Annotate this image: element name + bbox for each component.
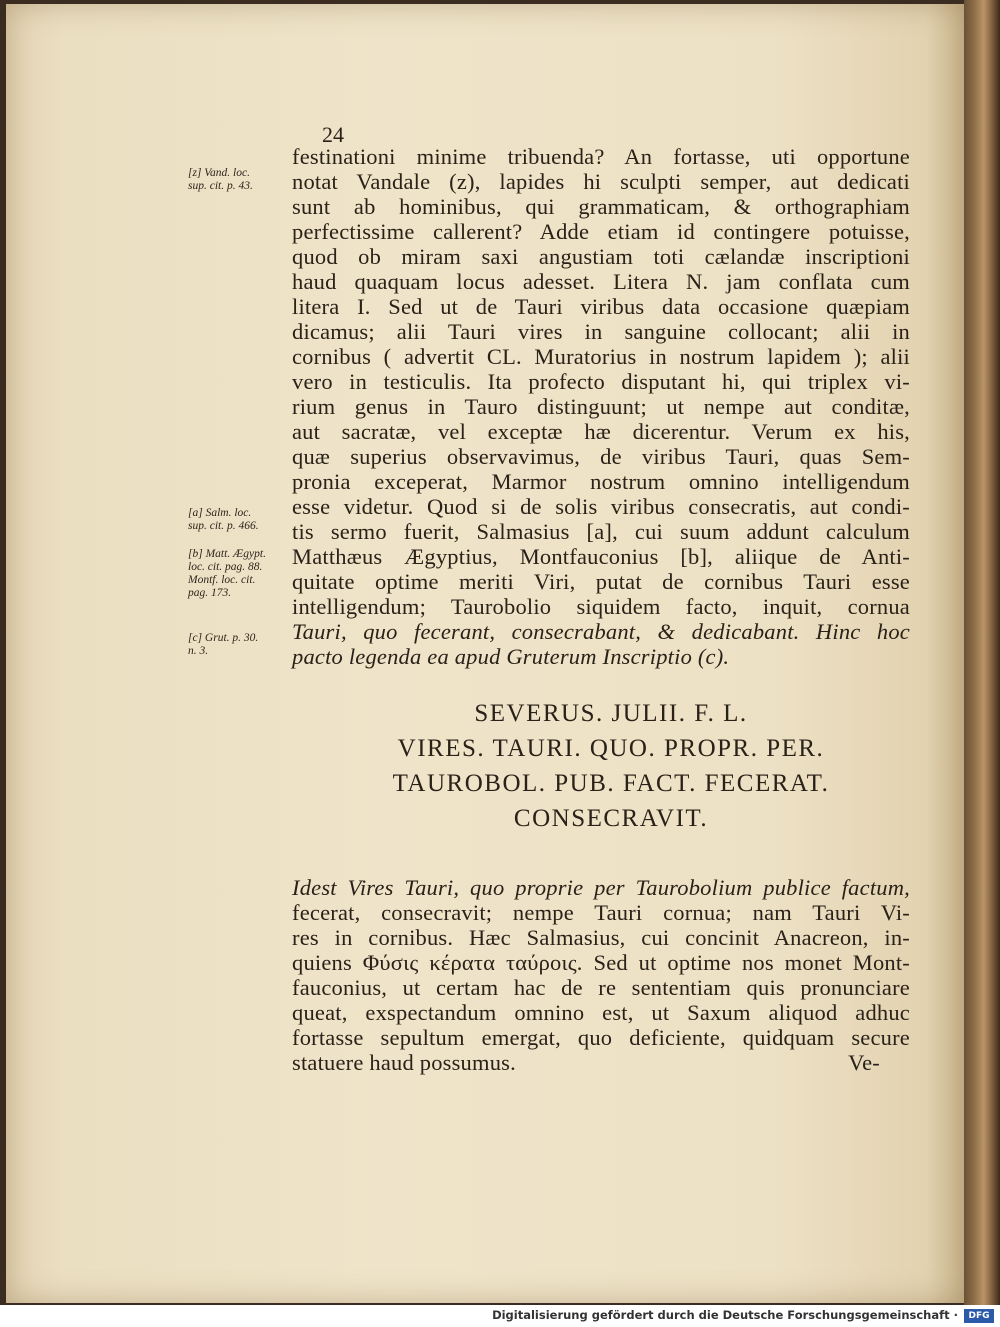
book-page [6,4,964,1303]
text-line: Matthæus Ægyptius, Montfauconius [b], aliique de Anti- [292,544,910,569]
margin-note-a [188,507,296,533]
text-line: fecerat, consecravit; nempe Tauri cornua; nam Tauri Vi- [292,900,910,925]
inscription-line: CONSECRAVIT. [513,805,709,832]
inscription-line: SEVERUS. JULII. F. L. [474,700,748,727]
text-line: intelligendum; Taurobolio siquidem facto, inquit, cornua [292,594,910,619]
text-line: rium genus in Tauro distinguunt; ut nempe aut conditæ, [292,394,910,419]
note-line: [a] Salm. loc. [188,507,252,519]
footer-bar [0,1305,1000,1327]
text-line: Idest Vires Tauri, quo proprie per Taurobolium publice factum, [292,875,910,900]
text-line: queat, exspectandum omnino est, ut Saxum aliquod adhuc [292,1000,910,1025]
note-line: Montf. loc. cit. [188,574,256,586]
note-line: [z] Vand. loc. [188,167,250,179]
text-line: fortasse sepultum emergat, quo deficiente, quidquam secure [292,1025,910,1050]
text-line: quod ob miram saxi angustiam toti cælandæ inscriptioni [292,244,910,269]
text-line: esse videtur. Quod si de solis viribus consecratis, aut condi- [292,494,910,519]
note-line: sup. cit. p. 466. [188,520,259,532]
paragraph-1 [292,144,910,669]
note-line: [b] Matt. Ægypt. [188,548,266,560]
note-line: n. 3. [188,645,209,657]
text-line: haud quaquam locus adesset. Litera N. jam conflata cum [292,269,910,294]
inscription-line: VIRES. TAURI. QUO. PROPR. PER. [397,735,825,762]
text-line: res in cornibus. Hæc Salmasius, cui concinit Anacreon, in- [292,925,910,950]
note-line: [c] Grut. p. 30. [188,632,259,644]
inscription-line: TAUROBOL. PUB. FACT. FECERAT. [392,770,830,797]
text-line: pronia exceperat, Marmor nostrum omnino intelligendum [292,469,910,494]
page-number: 24 [322,122,344,147]
text-line: cornibus ( advertit CL. Muratorius in nostrum lapidem ); alii [292,344,910,369]
text-line: quitate optime meriti Viri, putat de cornibus Tauri esse [292,569,910,594]
page-edge [964,0,1000,1305]
margin-note-c [188,632,296,658]
text-line: vero in testiculis. Ita profecto disputant hi, qui triplex vi- [292,369,910,394]
text-line: quiens Φύσις κέρατα ταύροις. Sed ut optime nos monet Mont- [292,950,910,975]
text-line: litera I. Sed ut de Tauri viribus data occasione quæpiam [292,294,910,319]
note-line: pag. 173. [188,587,232,599]
text-line: aut sacratæ, vel exceptæ hæ dicerentur. Verum ex his, [292,419,910,444]
text-line: dicamus; alii Tauri vires in sanguine collocant; alii in [292,319,910,344]
paragraph-2 [292,875,910,1075]
text-line: Tauri, quo fecerant, consecrabant, & dedicabant. Hinc hoc [292,619,910,644]
text-line: fauconius, ut certam hac de re sententiam quis pronunciare [292,975,910,1000]
note-line: sup. cit. p. 43. [188,180,253,192]
text-line: perfectissime callerent? Adde etiam id contingere potuisse, [292,219,910,244]
text-line: sunt ab hominibus, qui grammaticam, & orthographiam [292,194,910,219]
margin-note-z [188,167,296,193]
text-line-end: statuere haud possumus. [292,1050,516,1075]
text-line: tis sermo fuerit, Salmasius [a], cui suum addunt calculum [292,519,910,544]
note-line: loc. cit. pag. 88. [188,561,263,573]
funding-notice: Digitalisierung gefördert durch die Deutsche Forschungsgemeinschaft · [492,1308,958,1322]
dfg-logo[interactable]: DFG [964,1309,994,1323]
text-line: pacto legenda ea apud Gruterum Inscriptio (c). [292,644,730,669]
inscription [306,696,916,836]
text-line: quæ superius observavimus, de viribus Tauri, quas Sem- [292,444,910,469]
text-line: notat Vandale (z), lapides hi sculpti semper, aut dedicati [292,169,910,194]
margin-note-b [188,548,296,600]
catchword: Ve- [848,1050,880,1075]
text-line: festinationi minime tribuenda? An fortasse, uti opportune [292,144,910,169]
text-line-last [292,1050,910,1075]
